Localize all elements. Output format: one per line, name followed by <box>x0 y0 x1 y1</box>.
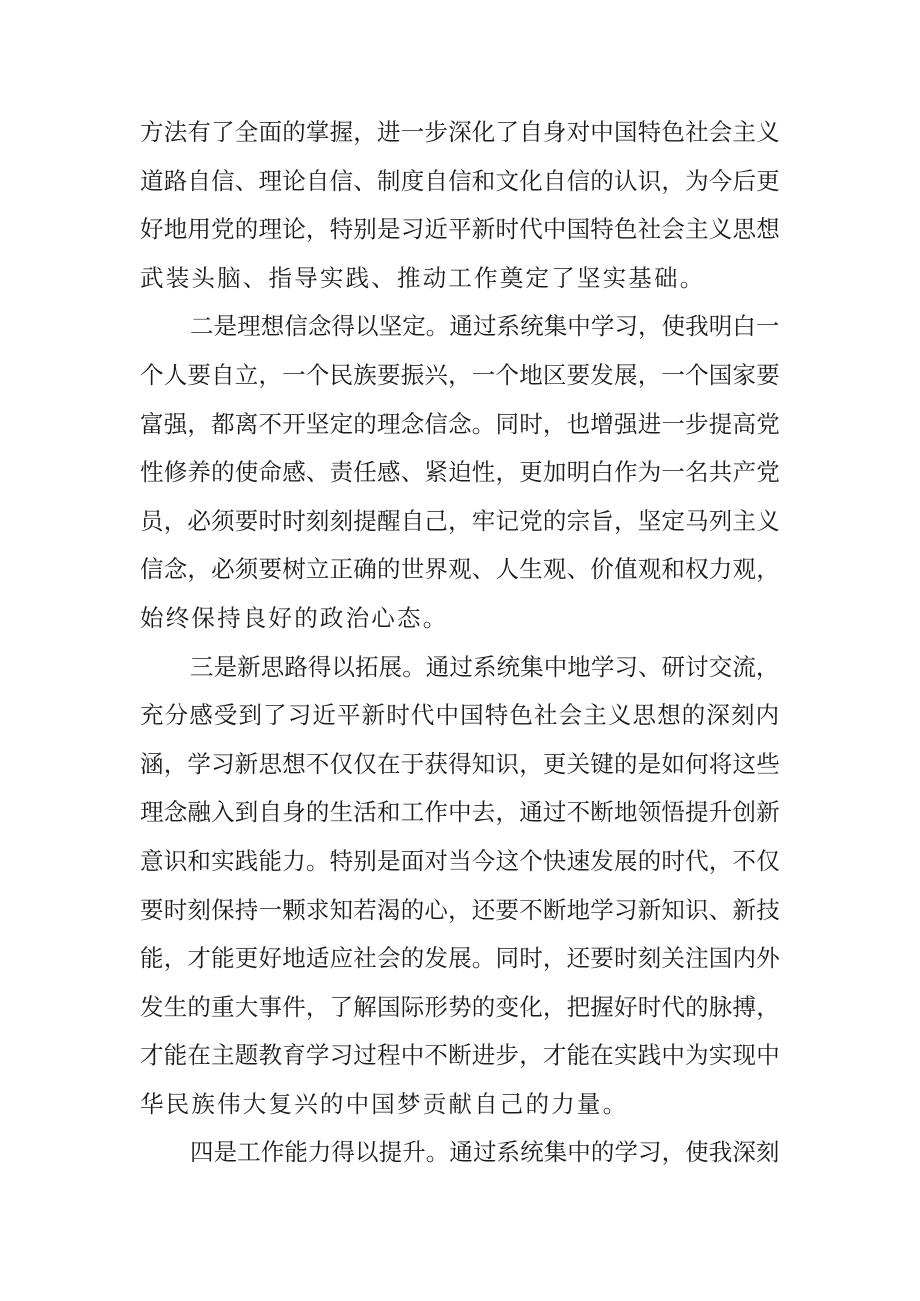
paragraph-start-line: 三是新思路得以拓展。通过系统集中地学习、研讨交流， <box>190 652 780 681</box>
body-text <box>140 108 780 1177</box>
text-line: 华民族伟大复兴的中国梦贡献自己的力量。 <box>140 1089 629 1118</box>
text-line: 性修养的使命感、责任感、紧迫性，更加明白作为一名共产党 <box>140 458 780 487</box>
text-line: 信念，必须要树立正确的世界观、人生观、价值观和权力观， <box>140 555 780 584</box>
text-line: 能，才能更好地适应社会的发展。同时，还要时刻关注国内外 <box>140 944 780 973</box>
text-line: 始终保持良好的政治心态。 <box>140 603 449 632</box>
text-line: 好地用党的理论，特别是习近平新时代中国特色社会主义思想 <box>140 215 780 244</box>
text-line: 个人要自立，一个民族要振兴，一个地区要发展，一个国家要 <box>140 360 780 389</box>
text-line: 充分感受到了习近平新时代中国特色社会主义思想的深刻内 <box>140 701 781 730</box>
text-line: 道路自信、理论自信、制度自信和文化自信的认识，为今后更 <box>140 166 780 195</box>
text-line: 要时刻保持一颗求知若渴的心，还要不断地学习新知识、新技 <box>140 895 780 924</box>
text-line: 方法有了全面的掌握，进一步深化了自身对中国特色社会主义 <box>140 118 780 146</box>
text-line: 富强，都离不开坚定的理念信念。同时，也增强进一步提高党 <box>140 409 780 438</box>
text-line: 员，必须要时时刻刻提醒自己，牢记党的宗旨，坚定马列主义 <box>140 506 780 535</box>
text-line: 理念融入到自身的生活和工作中去，通过不断地领悟提升创新 <box>140 798 780 827</box>
text-line: 武装头脑、指导实践、推动工作奠定了坚实基础。 <box>140 263 706 292</box>
text-line: 发生的重大事件，了解国际形势的变化，把握好时代的脉搏， <box>140 992 780 1021</box>
text-line: 才能在主题教育学习过程中不断进步，才能在实践中为实现中 <box>140 1041 780 1070</box>
text-line: 涵，学习新思想不仅仅在于获得知识，更关键的是如何将这些 <box>140 749 780 778</box>
paragraph-start-line: 二是理想信念得以坚定。通过系统集中学习，使我明白一 <box>190 312 780 341</box>
paragraph-start-line: 四是工作能力得以提升。通过系统集中的学习，使我深刻 <box>190 1138 780 1167</box>
text-line: 意识和实践能力。特别是面对当今这个快速发展的时代，不仅 <box>140 846 780 875</box>
